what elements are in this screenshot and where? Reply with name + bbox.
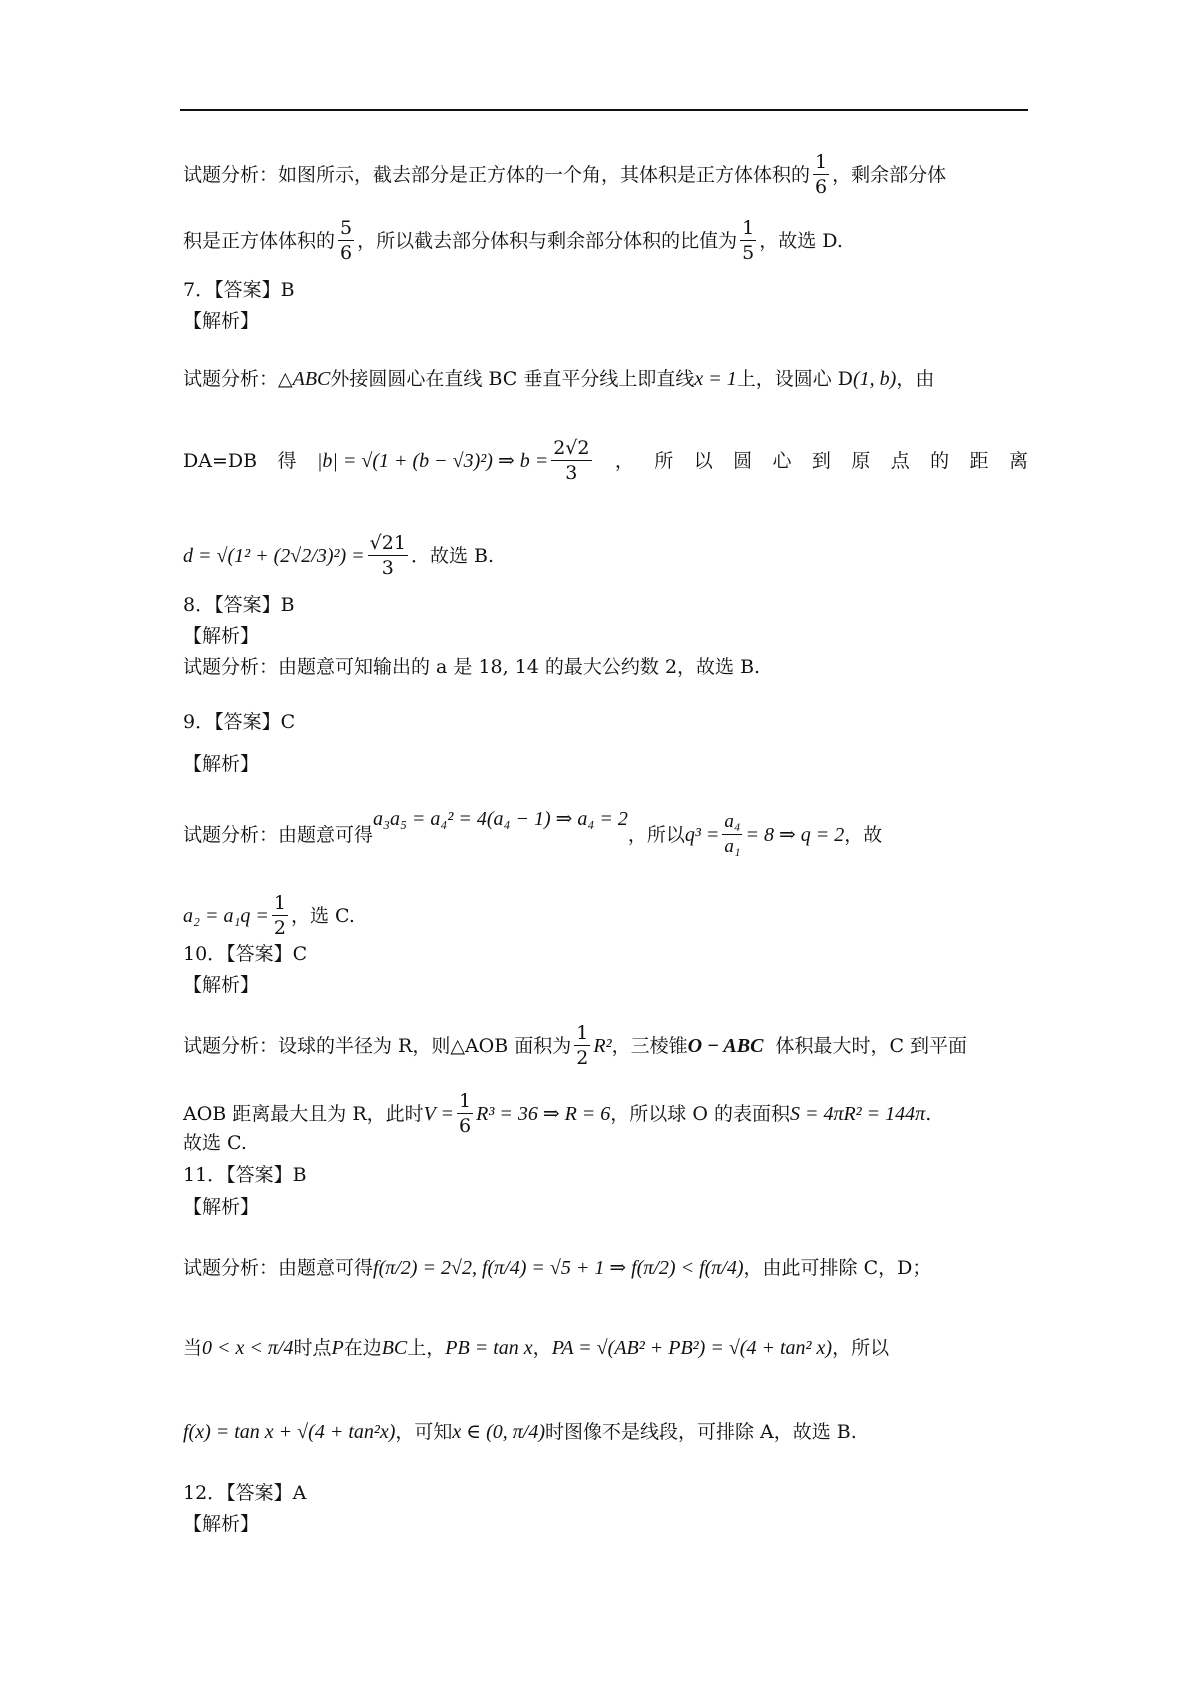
- denominator: 2: [273, 917, 286, 939]
- text: 得: [277, 449, 297, 472]
- fraction: [574, 1023, 590, 1068]
- fraction: [740, 218, 756, 263]
- math: a₃a₅ = a₄² = 4(a₄ − 1) ⇒ a₄ = 2: [373, 807, 628, 830]
- text: 试题分析：由题意可得: [183, 823, 374, 846]
- text: 试题分析：由题意可得: [183, 1257, 374, 1279]
- text: 以: [693, 449, 713, 472]
- denominator: 6: [340, 242, 353, 264]
- text: ，由: [896, 368, 935, 390]
- header-rule: [180, 109, 1028, 111]
- line-6a: [183, 152, 1028, 197]
- numerator: 1: [576, 1022, 589, 1044]
- line-6b: [183, 218, 1028, 263]
- text: 原: [851, 449, 871, 472]
- line-7a: [183, 367, 1028, 391]
- text: 的: [930, 449, 950, 472]
- fraction: [551, 438, 591, 483]
- analysis-label-8: 【解析】: [183, 625, 260, 647]
- text: ，可知: [395, 1421, 453, 1443]
- math: f(π/2) = 2√2, f(π/4) = √5 + 1 ⇒ f(π/2) < f(π/4): [373, 1257, 744, 1279]
- denominator: a₁: [724, 836, 741, 857]
- line-9b: [183, 893, 1028, 938]
- text: ，三棱锥: [611, 1034, 688, 1057]
- math: O − ABC: [687, 1034, 764, 1057]
- line-9a: [183, 807, 1028, 857]
- analysis-label-9: 【解析】: [183, 753, 260, 775]
- line-11c: [183, 1420, 1028, 1444]
- answer-12: 12．【答案】A: [183, 1482, 307, 1504]
- math: |b| = √(1 + (b − √3)²) ⇒ b =: [316, 449, 549, 472]
- text: 所: [654, 449, 674, 472]
- text: 试题分析：如图所示，截去部分是正方体的一个角，其体积是正方体体积的: [183, 163, 811, 186]
- line-7b: [183, 438, 1028, 483]
- text: ，所以: [627, 823, 685, 846]
- math: (1, b): [853, 368, 897, 390]
- text: 到: [811, 449, 831, 472]
- answer-10: 10．【答案】C: [183, 943, 308, 965]
- numerator: √21: [369, 532, 406, 554]
- numerator: 1: [742, 217, 755, 239]
- answer-9: 9．【答案】C: [183, 711, 296, 733]
- text: ，选 C.: [291, 904, 355, 927]
- math: PA = √(AB² + PB²) = √(4 + tan² x): [551, 1337, 833, 1359]
- text: ，故: [844, 823, 883, 846]
- denominator: 3: [565, 462, 578, 484]
- line-7c: [183, 533, 1028, 578]
- text: .: [925, 1102, 932, 1125]
- text: 圆: [733, 449, 753, 472]
- fraction: [368, 533, 408, 578]
- analysis-label-12: 【解析】: [183, 1513, 260, 1535]
- analysis-label-7: 【解析】: [183, 310, 260, 332]
- text: 外接圆圆心在直线 BC 垂直平分线上即直线: [330, 368, 695, 390]
- answer-11: 11．【答案】B: [183, 1164, 307, 1186]
- answer-7: 7．【答案】B: [183, 279, 295, 301]
- text: ，由此可排除 C，D；: [743, 1257, 932, 1279]
- math: q³ =: [684, 823, 720, 846]
- denominator: 3: [381, 557, 394, 579]
- math: x ∈ (0, π/4): [452, 1421, 545, 1443]
- text: AOB 距离最大且为 R，此时: [183, 1102, 424, 1125]
- text: 当: [183, 1337, 203, 1359]
- math: f(x) = tan x + √(4 + tan²x): [183, 1421, 396, 1443]
- math: x = 1: [694, 368, 737, 390]
- text: 在边: [343, 1337, 382, 1359]
- numerator: a₄: [724, 811, 741, 832]
- line-10c: 故选 C.: [183, 1132, 247, 1154]
- text: ，所以截去部分体积与剩余部分体积的比值为: [357, 229, 738, 252]
- fraction: [272, 893, 288, 938]
- text: ，: [532, 1337, 552, 1359]
- math: R³ = 36 ⇒ R = 6: [476, 1102, 611, 1125]
- text: 上，: [407, 1337, 446, 1359]
- line-10b: [183, 1091, 1028, 1136]
- text: 时图像不是线段，可排除 A，故选 B.: [545, 1421, 857, 1443]
- text: 体积最大时，C 到平面: [775, 1034, 968, 1057]
- math: ABC: [292, 368, 331, 390]
- numerator: 5: [340, 217, 353, 239]
- fraction: [813, 152, 829, 197]
- text: 离: [1008, 449, 1028, 472]
- analysis-label-10: 【解析】: [183, 974, 260, 996]
- text: DA=DB: [183, 449, 258, 472]
- denominator: 5: [742, 242, 755, 264]
- text: 试题分析：△: [183, 368, 293, 390]
- text: 距: [969, 449, 989, 472]
- math: S = 4πR² = 144π: [789, 1102, 926, 1125]
- text: 试题分析：设球的半径为 R，则△AOB 面积为: [183, 1034, 572, 1057]
- answer-8: 8．【答案】B: [183, 594, 295, 616]
- text: 心: [772, 449, 792, 472]
- numerator: 1: [815, 151, 828, 173]
- math: a₂ = a₁q =: [183, 904, 269, 927]
- math: PB = tan x: [445, 1337, 533, 1359]
- math: BC: [381, 1337, 408, 1359]
- text: ，所以球 O 的表面积: [610, 1102, 790, 1125]
- numerator: 1: [273, 892, 286, 914]
- fraction: [722, 812, 742, 857]
- math: R²: [593, 1034, 612, 1057]
- fraction: [457, 1091, 473, 1136]
- line-10a: [183, 1023, 1028, 1068]
- text: 积是正方体体积的: [183, 229, 336, 252]
- text: ，故选 D.: [759, 229, 843, 252]
- math: d = √(1² + (2√2/3)²) =: [183, 544, 365, 567]
- text: ．故选 B.: [410, 544, 494, 567]
- math: P: [331, 1337, 344, 1359]
- text: 点: [890, 449, 910, 472]
- line-11a: [183, 1256, 1028, 1280]
- line-11b: [183, 1336, 1028, 1360]
- fraction: [338, 218, 354, 263]
- denominator: 6: [459, 1115, 472, 1137]
- numerator: 1: [459, 1090, 472, 1112]
- denominator: 2: [576, 1047, 589, 1069]
- denominator: 6: [815, 176, 828, 198]
- math: = 8 ⇒ q = 2: [745, 823, 845, 846]
- line-8: 试题分析：由题意可知输出的 a 是 18, 14 的最大公约数 2，故选 B.: [183, 656, 761, 678]
- text: ，: [614, 449, 634, 472]
- analysis-label-11: 【解析】: [183, 1196, 260, 1218]
- text: ，剩余部分体: [832, 163, 947, 186]
- math: 0 < x < π/4: [202, 1337, 294, 1359]
- text: ，所以: [832, 1337, 890, 1359]
- text: 上，设圆心 D: [736, 368, 853, 390]
- text: 时点: [293, 1337, 332, 1359]
- math: V =: [423, 1102, 455, 1125]
- numerator: 2√2: [553, 437, 590, 459]
